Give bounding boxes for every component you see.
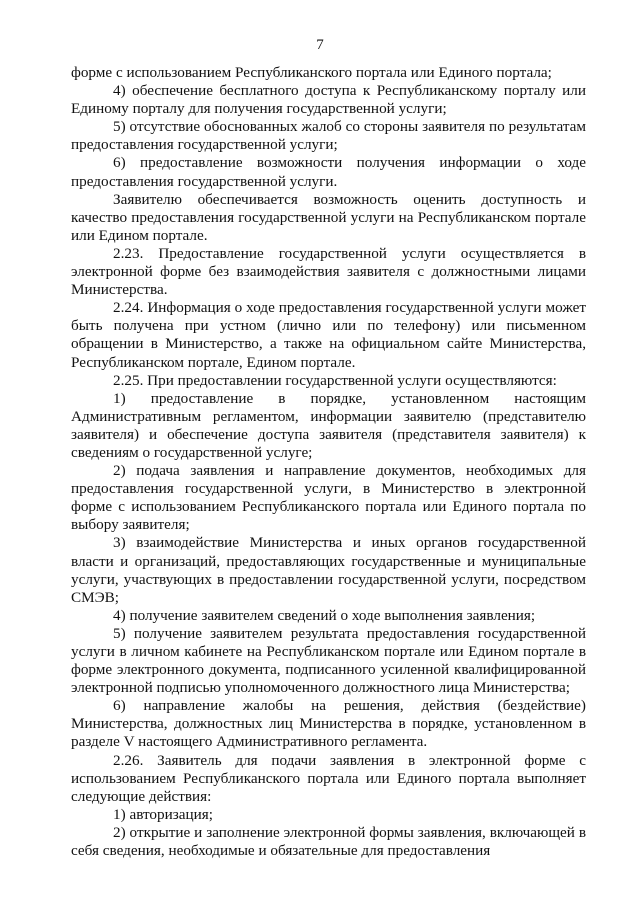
paragraph-item-4: 4) обеспечение бесплатного доступа к Республиканскому порталу или Единому порталу для получения государственной услуги; (71, 82, 586, 118)
paragraph-2-23: 2.23. Предоставление государственной услуги осуществляется в электронной форме без взаимодействия заявителя с должностными лицами Министерства. (71, 244, 586, 299)
paragraph-2-26-item-1: 1) авторизация; (113, 805, 213, 823)
paragraph-2-25: 2.25. При предоставлении государственной услуги осуществляются: (113, 371, 557, 389)
paragraph-2-26-item-2: 2) открытие и заполнение электронной формы заявления, включающей в себя сведения, необходимые и обязательные для предоставления (71, 823, 586, 860)
page-number: 7 (316, 37, 324, 53)
paragraph-2-25-item-1: 1) предоставление в порядке, установленном настоящим Административным регламентом, информации заявителю (представителю заявителя) и обеспечение доступа заявителя (представителя заявителя) к сведениям о государственной услуге; (71, 389, 586, 461)
paragraph-quality-assessment: Заявителю обеспечивается возможность оценить доступность и качество предоставления государственной услуги на Республиканском портале или Едином портале. (71, 190, 586, 244)
paragraph-2-24: 2.24. Информация о ходе предоставления государственной услуги может быть получена при устном (лично или по телефону) или письменном обращении в Министерство, а также на официальном сайте Министерства, Республиканском портале, Едином портале. (71, 299, 586, 371)
paragraph-2-25-item-4: 4) получение заявителем сведений о ходе выполнения заявления; (113, 606, 536, 624)
paragraph-2-26: 2.26. Заявитель для подачи заявления в электронной форме с использованием Республиканского портала или Единого портала выполняет следующие действия: (71, 751, 586, 805)
paragraph-2-25-item-6: 6) направление жалобы на решения, действия (бездействие) Министерства, должностных лиц Министерства в порядке, установленном в разделе V настоящего Административного регламента. (71, 697, 586, 751)
paragraph-2-25-item-3: 3) взаимодействие Министерства и иных органов государственной власти и организаций, предоставляющих государственные и муниципальные услуги, участвующих в предоставлении государственной услуги, посредством СМЭВ; (71, 534, 586, 606)
paragraph-2-25-item-5: 5) получение заявителем результата предоставления государственной услуги в личном кабинете на Республиканском портале или Едином портале в форме электронного документа, подписанного усиленной квалифицированной электронной подписью уполномоченного должностного лица Министерства; (71, 624, 586, 697)
paragraph-continuation: форме с использованием Республиканского портала или Единого портала; (71, 64, 552, 81)
paragraph-2-25-item-2: 2) подача заявления и направление документов, необходимых для предоставления государственной услуги, в Министерство в электронной форме с использованием Республиканского портала или Единого портала по выбору заявителя; (71, 462, 586, 534)
document-body (71, 64, 586, 860)
paragraph-item-6: 6) предоставление возможности получения информации о ходе предоставления государственной услуги. (71, 154, 586, 190)
paragraph-item-5: 5) отсутствие обоснованных жалоб со стороны заявителя по результатам предоставления государственной услуги; (71, 118, 586, 154)
